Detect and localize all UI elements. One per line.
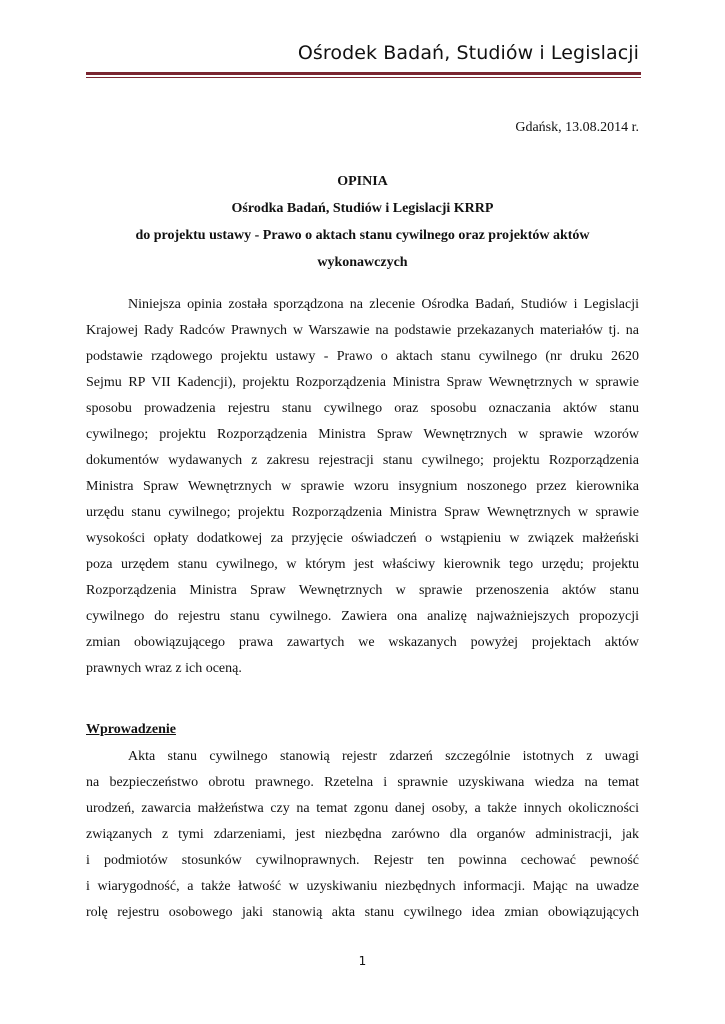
header-rule-thin [86, 77, 641, 78]
intro-line: prawnych wraz z ich oceną. [86, 661, 242, 676]
section-line: Akta stanu cywilnego stanowią rejestr zdarzeń szczególnie istotnych z uwagi [128, 749, 639, 764]
intro-line: Niniejsza opinia została sporządzona na zlecenie Ośrodka Badań, Studiów i Legislacji [128, 297, 639, 312]
section-line: i podmiotów stosunków cywilnoprawnych. Rejestr ten powinna cechować pewność [86, 853, 639, 868]
page-number: 1 [358, 954, 367, 968]
heading-line-2: Ośrodka Badań, Studiów i Legislacji KRRP [231, 201, 494, 216]
intro-line: wysokości opłaty dodatkowej za przyjęcie oświadczeń o wstąpieniu w związek małżeński [86, 531, 639, 546]
section-title-wprowadzenie: Wprowadzenie [86, 722, 176, 737]
heading-line-3: do projektu ustawy - Prawo o aktach stanu cywilnego oraz projektów aktów [135, 228, 590, 243]
intro-line: sposobu prowadzenia rejestru stanu cywilnego oraz sposobu oznaczania aktów stanu [86, 401, 639, 416]
intro-line: cywilnego; projektu Rozporządzenia Ministra Spraw Wewnętrznych w sprawie wzorów [86, 427, 639, 442]
section-line: związanych z tymi zdarzeniami, jest niezbędna zarówno dla organów administracji, jak [86, 827, 639, 842]
document-date: Gdańsk, 13.08.2014 r. [515, 120, 639, 135]
heading-line-1: OPINIA [337, 174, 388, 189]
document-header-title: Ośrodek Badań, Studiów i Legislacji [297, 42, 639, 64]
section-paragraph [86, 744, 639, 926]
section-line: rolę rejestru osobowego jaki stanowią akta stanu cywilnego idea zmian obowiązujących [86, 905, 639, 920]
header-rule-thick [86, 72, 641, 75]
section-line: i wiarygodność, a także łatwość w uzyskiwaniu niezbędnych informacji. Mając na uwadze [86, 879, 639, 894]
section-line: urodzeń, zawarcia małżeństwa czy na temat zgonu danej osoby, a także innych okoliczności [86, 801, 639, 816]
intro-paragraph [86, 292, 639, 682]
intro-line: cywilnego do rejestru stanu cywilnego. Zawiera ona analizę najważniejszych propozycji [86, 609, 639, 624]
intro-line: urzędu stanu cywilnego; projektu Rozporządzenia Ministra Spraw Wewnętrznych w sprawie [86, 505, 639, 520]
intro-line: Rozporządzenia Ministra Spraw Wewnętrznych w sprawie przenoszenia aktów stanu [86, 583, 639, 598]
document-heading [86, 168, 639, 276]
intro-line: podstawie rządowego projektu ustawy - Prawo o aktach stanu cywilnego (nr druku 2620 [86, 349, 639, 364]
intro-line: zmian obowiązującego prawa zawartych we wskazanych powyżej projektach aktów [86, 635, 639, 650]
intro-line: Sejmu RP VII Kadencji), projektu Rozporządzenia Ministra Spraw Wewnętrznych w sprawie [86, 375, 639, 390]
heading-line-4: wykonawczych [317, 255, 408, 270]
intro-line: Ministra Spraw Wewnętrznych w sprawie wzoru insygnium noszonego przez kierownika [86, 479, 639, 494]
intro-line: poza urzędem stanu cywilnego, w którym jest właściwy kierownik tego urzędu; projektu [86, 557, 639, 572]
intro-line: dokumentów wydawanych z zakresu rejestracji stanu cywilnego; projektu Rozporządzenia [86, 453, 639, 468]
intro-line: Krajowej Rady Radców Prawnych w Warszawie na podstawie przekazanych materiałów tj. na [86, 323, 639, 338]
section-line: na bezpieczeństwo obrotu prawnego. Rzetelna i sprawnie uzyskiwana wiedza na temat [86, 775, 639, 790]
